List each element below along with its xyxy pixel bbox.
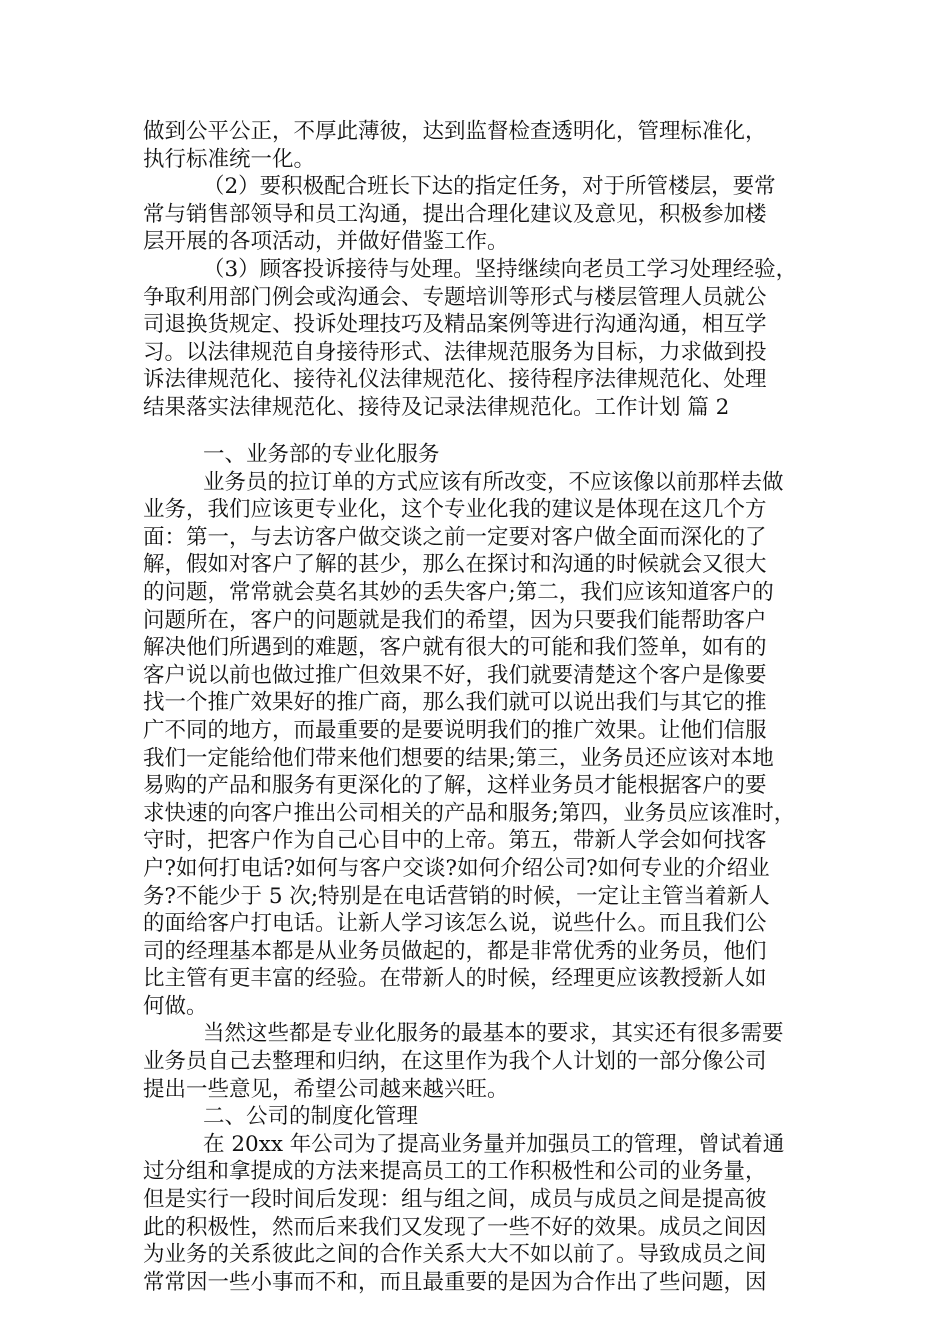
text-line: 客户说以前也做过推广但效果不好，我们就要清楚这个客户是像要 [143,662,767,688]
text-line: 提出一些意见，希望公司越来越兴旺。 [143,1076,509,1102]
text-line: 业务，我们应该更专业化，这个专业化我的建议是体现在这几个方 [143,497,767,523]
text-line: 做到公平公正，不厚此薄彼，达到监督检查透明化，管理标准化， [143,119,767,144]
text-line: 司退换货规定、投诉处理技巧及精品案例等进行沟通沟通，相互学 [143,312,767,338]
text-line: 业务员自己去整理和归纳，在这里作为我个人计划的一部分像公司 [143,1049,767,1075]
text-line: 执行标准统一化。 [143,146,316,172]
text-line: 层开展的各项活动，并做好借鉴工作。 [143,229,509,255]
text-line: 争取利用部门例会或沟通会、专题培训等形式与楼层管理人员就公 [143,284,767,310]
text-line: 的面给客户打电话。让新人学习该怎么说，说些什么。而且我们公 [143,911,767,937]
text-line: 易购的产品和服务有更深化的了解，这样业务员才能根据客户的要 [143,773,767,799]
text-line: 求快速的向客户推出公司相关的产品和服务;第四，业务员应该准时， [143,800,796,826]
text-section-lower [143,441,823,1296]
text-line: 过分组和拿提成的方法来提高员工的工作积极性和公司的业务量， [143,1159,767,1185]
text-line: 广不同的地方，而最重要的是要说明我们的推广效果。让他们信服 [143,717,767,743]
text-line: 在 20xx 年公司为了提高业务量并加强员工的管理，曾试着通 [203,1131,785,1157]
text-line: 但是实行一段时间后发现：组与组之间，成员与成员之间是提高彼 [143,1187,767,1213]
text-line: 解决他们所遇到的难题，客户就有很大的可能和我们签单，如有的 [143,635,767,661]
text-line: 为业务的关系彼此之间的合作关系大大不如以前了。导致成员之间 [143,1242,767,1268]
text-line: 常与销售部领导和员工沟通，提出合理化建议及意见，积极参加楼 [143,201,767,227]
text-line: 比主管有更丰富的经验。在带新人的时候，经理更应该教授新人如 [143,966,767,992]
text-line: 此的积极性，然而后来我们又发现了一些不好的效果。成员之间因 [143,1214,767,1240]
text-line: 诉法律规范化、接待礼仪法律规范化、接待程序法律规范化、处理 [143,367,767,393]
text-line: 结果落实法律规范化、接待及记录法律规范化。工作计划 篇 2 [143,394,730,420]
text-line: 当然这些都是专业化服务的最基本的要求，其实还有很多需要 [203,1021,784,1047]
text-line: 业务员的拉订单的方式应该有所改变，不应该像以前那样去做 [203,469,784,495]
text-line: 的问题，常常就会莫名其妙的丢失客户;第二，我们应该知道客户的 [143,579,774,605]
text-line: 司的经理基本都是从业务员做起的，都是非常优秀的业务员，他们 [143,938,767,964]
text-section-upper [143,118,823,422]
text-line: 我们一定能给他们带来他们想要的结果;第三，业务员还应该对本地 [143,745,774,771]
text-line: 户?如何打电话?如何与客户交谈?如何介绍公司?如何专业的介绍业 [143,855,770,881]
text-line: 二、公司的制度化管理 [203,1104,419,1130]
text-line: 问题所在，客户的问题就是我们的希望，因为只要我们能帮助客户 [143,607,767,633]
text-line: 守时，把客户作为自己心目中的上帝。第五，带新人学会如何找客 [143,828,767,854]
text-line: （2）要积极配合班长下达的指定任务，对于所管楼层，要常 [203,174,776,200]
text-line: （3）顾客投诉接待与处理。坚持继续向老员工学习处理经验， [203,256,798,282]
text-line: 一、业务部的专业化服务 [203,442,440,467]
text-line: 务?不能少于 5 次;特别是在电话营销的时候，一定让主管当着新人 [143,883,770,909]
text-line: 习。以法律规范自身接待形式、法律规范服务为目标，力求做到投 [143,339,767,365]
text-line: 常常因一些小事而不和，而且最重要的是因为合作出了些问题，因 [143,1269,767,1295]
text-line: 何做。 [143,993,208,1019]
text-line: 解，假如对客户了解的甚少，那么在探讨和沟通的时候就会又很大 [143,552,767,578]
text-line: 找一个推广效果好的推广商，那么我们就可以说出我们与其它的推 [143,690,767,716]
text-line: 面：第一，与去访客户做交谈之前一定要对客户做全面而深化的了 [143,524,767,550]
